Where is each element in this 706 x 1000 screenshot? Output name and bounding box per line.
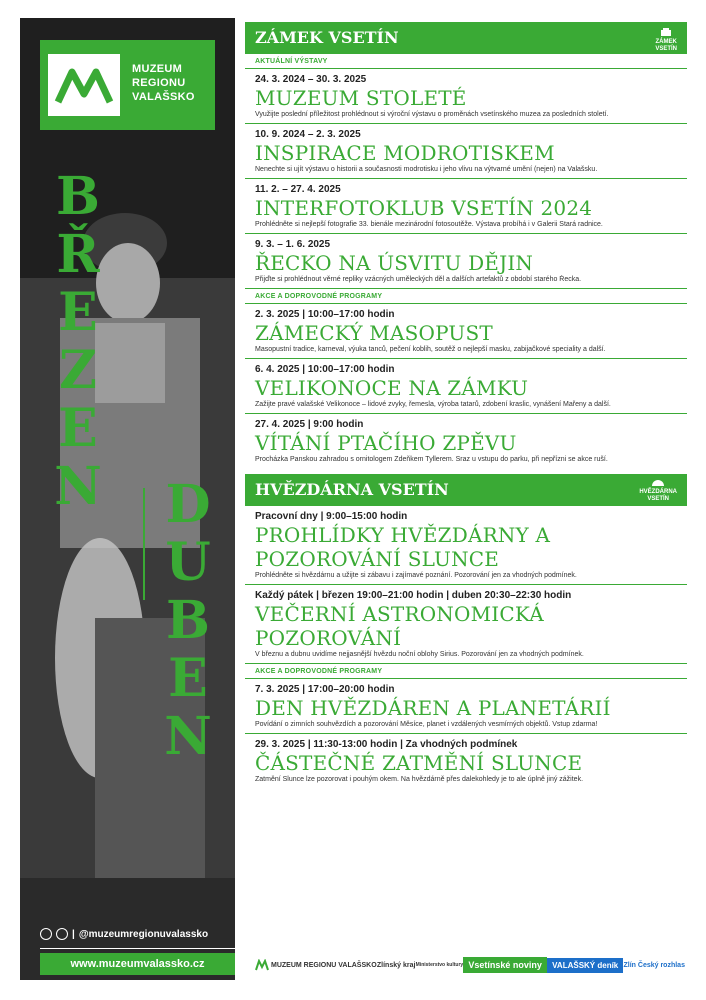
exhibition-item[interactable]: 10. 9. 2024 – 2. 3. 2025 INSPIRACE MODROTISKEM Nenechte si ujít výstavu o historii a současnosti modrotisku i jeho vlivu na výtvarné umění (nejen) na Valašsku.	[245, 124, 687, 179]
exhibition-item[interactable]: 11. 2. – 27. 4. 2025 INTERFOTOKLUB VSETÍN 2024 Prohlédněte si nejlepší fotografie 33. bienále mezinárodní fotosoutěže. Výstava probíhá i v Galerii Stará radnice.	[245, 179, 687, 234]
sponsor-valassky-denik: VALAŠSKÝ deník	[547, 958, 623, 973]
program-item[interactable]: Každý pátek | březen 19:00–21:00 hodin | duben 20:30–22:30 hodin VEČERNÍ ASTRONOMICKÁ POZOROVÁNÍ V březnu a dubnu uvidíme nejjasnější hvězdu noční oblohy Sirius. Pozorování jen za vhodných podmínek.	[245, 585, 687, 664]
museum-logo	[40, 40, 215, 130]
facebook-icon[interactable]	[56, 928, 68, 940]
sponsor-cesky-rozhlas: Zlín Český rozhlas	[623, 961, 685, 969]
instagram-icon[interactable]	[40, 928, 52, 940]
sponsor-ministry: Ministerstvo kultury	[415, 962, 464, 968]
sponsor-zlinsky-kraj: Zlínský kraj	[376, 961, 416, 969]
program-column	[245, 22, 687, 788]
social-separator: |	[72, 928, 75, 940]
footer-divider	[40, 948, 235, 949]
event-item[interactable]: 6. 4. 2025 | 10:00–17:00 hodin VELIKONOCE NA ZÁMKU Zažijte pravé valašské Velikonoce – lidové zvyky, řemesla, výroba tatarů, zdobení kraslic, vynášení Mařeny a další.	[245, 359, 687, 414]
label-events: AKCE A DOPROVODNÉ PROGRAMY	[245, 289, 687, 304]
museum-m-icon	[48, 54, 120, 116]
section-zamek-header	[245, 22, 687, 54]
website-link[interactable]: www.muzeumvalassko.cz	[40, 953, 235, 975]
event-item[interactable]: 7. 3. 2025 | 17:00–20:00 hodin DEN HVĚZDÁREN A PLANETÁRIÍ Povídání o zimních souhvězdích a pozorování Měsíce, planet i vzdálených vesmírných objektů. Vstup zdarma!	[245, 679, 687, 734]
event-item[interactable]: 2. 3. 2025 | 10:00–17:00 hodin ZÁMECKÝ MASOPUST Masopustní tradice, karneval, výuka tanců, pečení koblih, soutěž o nejlepší masku, zabijačkové speciality a další.	[245, 304, 687, 359]
social-handle[interactable]: @muzeumregionuvalassko	[78, 928, 209, 940]
museum-m-icon	[255, 959, 269, 971]
exhibition-item[interactable]: 24. 3. 2024 – 30. 3. 2025 MUZEUM STOLETÉ Využijte poslední příležitost prohlédnout si výroční výstavu o proměnách vsetínského muzea za posledních století.	[245, 69, 687, 124]
section-hvezdarna-header	[245, 474, 687, 506]
program-item[interactable]: Pracovní dny | 9:00–15:00 hodin PROHLÍDKY HVĚZDÁRNY A POZOROVÁNÍ SLUNCE Prohlédněte si hvězdárnu a užijte si zábavu i zajímavé poznání. Pozorování jen za vhodných podmínek.	[245, 506, 687, 585]
month-divider	[143, 488, 145, 600]
sponsor-strip	[255, 952, 685, 978]
event-item[interactable]: 29. 3. 2025 | 11:30-13:00 hodin | Za vhodných podmínek ČÁSTEČNÉ ZATMĚNÍ SLUNCE Zatmění Slunce lze pozorovat i pouhým okem. Na hvězdárně přes dalekohledy je to ale úplně jiný zážitek.	[255, 739, 584, 783]
photo-column	[20, 18, 235, 980]
museum-logo-text: MUZEUM REGIONU VALAŠSKO	[132, 63, 195, 103]
zamek-badge: ZÁMEK VSETÍN	[655, 26, 677, 53]
exhibition-item[interactable]: 9. 3. – 1. 6. 2025 ŘECKO NA ÚSVITU DĚJIN Přijďte si prohlédnout věrné repliky vzácných uměleckých děl a dalších artefaktů z období starého Řecka.	[245, 234, 687, 289]
event-item[interactable]: 27. 4. 2025 | 9:00 hodin VÍTÁNÍ PTAČÍHO ZPĚVU Procházka Panskou zahradou s ornitologem Zdeňkem Tyllerem. Sraz u vstupu do parku, při nepřízni se akce ruší.	[255, 419, 608, 463]
section-hvezdarna-title: HVĚZDÁRNA VSETÍN	[255, 480, 449, 499]
section-zamek-title: ZÁMEK VSETÍN	[255, 28, 399, 47]
month-brezen: B Ř E Z E N	[54, 166, 102, 517]
castle-icon	[659, 26, 673, 36]
sponsor-vsetinske-noviny: Vsetínské noviny	[463, 957, 547, 973]
sponsor-museum: MUZEUM REGIONU VALAŠSKO	[255, 959, 377, 971]
observatory-icon	[651, 478, 665, 486]
hvezdarna-badge: HVĚZDÁRNA VSETÍN	[639, 478, 677, 503]
label-exhibitions: AKTUÁLNÍ VÝSTAVY	[245, 54, 687, 69]
month-duben: D U B E N	[164, 474, 212, 767]
social-row	[40, 923, 235, 945]
label-events: AKCE A DOPROVODNÉ PROGRAMY	[245, 664, 687, 679]
